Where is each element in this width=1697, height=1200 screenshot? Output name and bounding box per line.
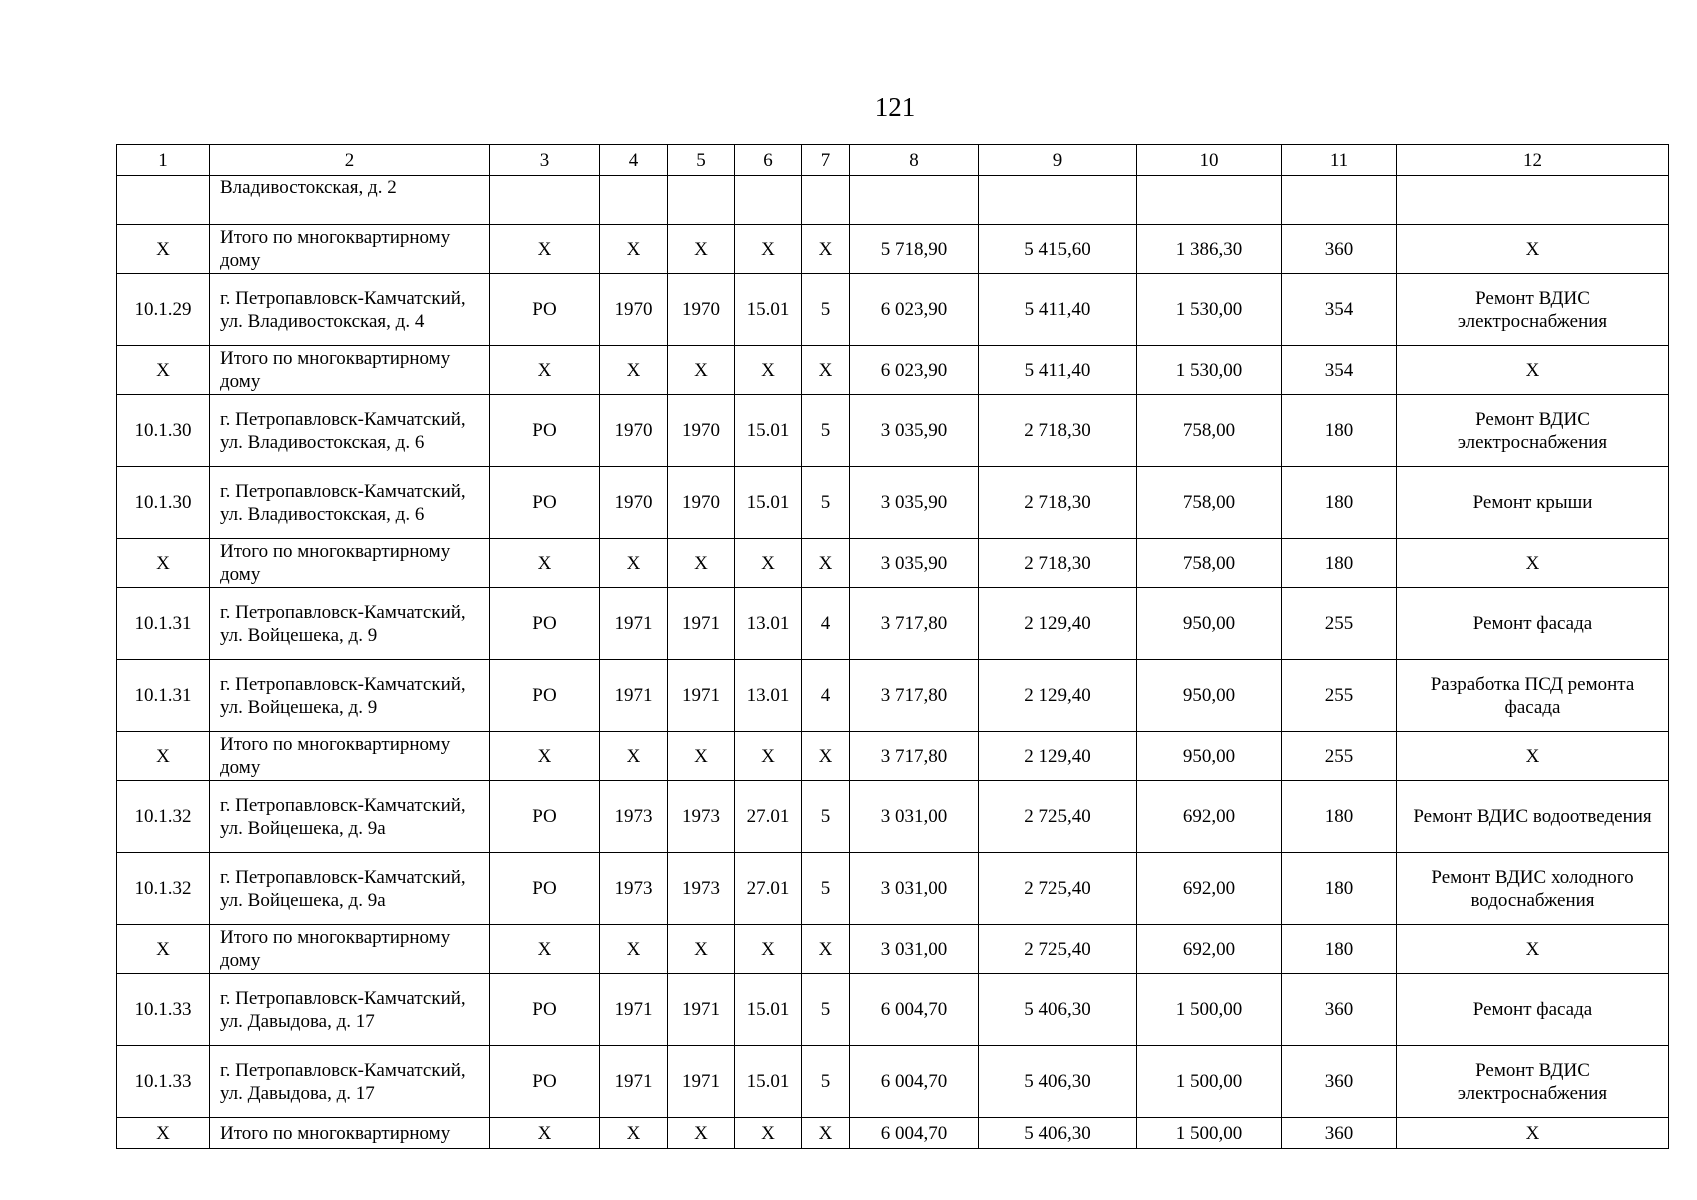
- cell-cost: 1 530,00: [1137, 346, 1282, 395]
- cell-row-number: [117, 176, 210, 225]
- total-row: [117, 925, 1669, 974]
- cell-cost: 758,00: [1137, 539, 1282, 588]
- cell-row-number: 10.1.29: [117, 274, 210, 346]
- cell-program-type: РО: [490, 853, 600, 925]
- header-cell-12: 12: [1397, 145, 1669, 176]
- header-cell-1: 1: [117, 145, 210, 176]
- cell-floors: X: [802, 225, 850, 274]
- cell-year-built: 1973: [600, 781, 668, 853]
- cell-address: г. Петропавловск-Камчатский, ул. Войцешека, д. 9: [210, 660, 490, 732]
- cell-floors: X: [802, 732, 850, 781]
- cell-cost: 692,00: [1137, 853, 1282, 925]
- cell-term: 354: [1282, 346, 1397, 395]
- cell-work-type: X: [1397, 732, 1669, 781]
- cell-term: 180: [1282, 853, 1397, 925]
- cell-living-area: 2 129,40: [979, 660, 1137, 732]
- table-row: [117, 395, 1669, 467]
- cell-living-area: 2 725,40: [979, 781, 1137, 853]
- cell-year-commissioned: X: [668, 732, 735, 781]
- cell-address: г. Петропавловск-Камчатский, ул. Владивостокская, д. 6: [210, 467, 490, 539]
- cell-year-commissioned: X: [668, 539, 735, 588]
- cell-row-number: X: [117, 346, 210, 395]
- cell-program-type: [490, 176, 600, 225]
- cell-year-built: X: [600, 732, 668, 781]
- cell-work-type: X: [1397, 539, 1669, 588]
- cell-year-commissioned: 1970: [668, 467, 735, 539]
- cell-year-built: 1970: [600, 274, 668, 346]
- cell-living-area: [979, 176, 1137, 225]
- cell-total-area: 3 035,90: [850, 395, 979, 467]
- cell-row-number: X: [117, 225, 210, 274]
- cell-floors: 5: [802, 974, 850, 1046]
- cell-living-area: 2 718,30: [979, 539, 1137, 588]
- cell-year-commissioned: 1973: [668, 781, 735, 853]
- cell-program-type: РО: [490, 588, 600, 660]
- cell-row-number: 10.1.31: [117, 588, 210, 660]
- cell-year-built: 1971: [600, 1046, 668, 1118]
- cell-year-commissioned: 1973: [668, 853, 735, 925]
- cell-year-commissioned: X: [668, 1118, 735, 1149]
- cell-row-number: 10.1.30: [117, 467, 210, 539]
- cell-cost: 1 500,00: [1137, 974, 1282, 1046]
- cell-cost: 950,00: [1137, 588, 1282, 660]
- cell-address: Итого по многоквартирному дому: [210, 225, 490, 274]
- cell-year-commissioned: [668, 176, 735, 225]
- cell-work-type: Ремонт ВДИС холодного водоснабжения: [1397, 853, 1669, 925]
- cell-total-area: 3 717,80: [850, 732, 979, 781]
- cell-total-area: 3 035,90: [850, 467, 979, 539]
- cell-total-area: 3 035,90: [850, 539, 979, 588]
- cell-series: X: [735, 225, 802, 274]
- cell-year-built: 1970: [600, 467, 668, 539]
- cell-address: г. Петропавловск-Камчатский, ул. Давыдова, д. 17: [210, 974, 490, 1046]
- total-row: [117, 539, 1669, 588]
- cell-program-type: X: [490, 925, 600, 974]
- cell-living-area: 5 411,40: [979, 346, 1137, 395]
- cell-work-type: X: [1397, 346, 1669, 395]
- cell-series: 15.01: [735, 1046, 802, 1118]
- cell-cost: 950,00: [1137, 732, 1282, 781]
- cell-program-type: РО: [490, 660, 600, 732]
- cell-address: г. Петропавловск-Камчатский, ул. Войцешека, д. 9: [210, 588, 490, 660]
- cell-work-type: Ремонт ВДИС электроснабжения: [1397, 1046, 1669, 1118]
- cell-cost: 692,00: [1137, 925, 1282, 974]
- cell-year-built: 1971: [600, 660, 668, 732]
- cell-year-built: X: [600, 346, 668, 395]
- cell-year-commissioned: 1971: [668, 974, 735, 1046]
- cell-program-type: X: [490, 225, 600, 274]
- cell-series: 15.01: [735, 395, 802, 467]
- cell-floors: 5: [802, 853, 850, 925]
- cell-total-area: 6 004,70: [850, 1118, 979, 1149]
- page-number: 121: [874, 92, 916, 122]
- table-row: [117, 588, 1669, 660]
- cell-term: 354: [1282, 274, 1397, 346]
- cell-term: 360: [1282, 1118, 1397, 1149]
- cell-living-area: 2 718,30: [979, 395, 1137, 467]
- cell-term: 360: [1282, 974, 1397, 1046]
- cell-series: 15.01: [735, 274, 802, 346]
- cell-series: 15.01: [735, 467, 802, 539]
- cell-row-number: 10.1.32: [117, 781, 210, 853]
- cell-total-area: 3 031,00: [850, 853, 979, 925]
- total-row: [117, 176, 1669, 225]
- total-row: [117, 225, 1669, 274]
- cell-total-area: 5 718,90: [850, 225, 979, 274]
- cell-floors: 5: [802, 395, 850, 467]
- cell-row-number: X: [117, 732, 210, 781]
- cell-work-type: Ремонт ВДИС электроснабжения: [1397, 395, 1669, 467]
- table-header-row: [117, 145, 1669, 176]
- cell-year-commissioned: X: [668, 925, 735, 974]
- table-row: [117, 467, 1669, 539]
- cell-term: 255: [1282, 732, 1397, 781]
- header-cell-8: 8: [850, 145, 979, 176]
- cell-year-built: 1971: [600, 588, 668, 660]
- cell-living-area: 5 411,40: [979, 274, 1137, 346]
- cell-work-type: X: [1397, 1118, 1669, 1149]
- cell-year-built: 1973: [600, 853, 668, 925]
- cell-address: Владивостокская, д. 2: [210, 176, 490, 225]
- cell-address: г. Петропавловск-Камчатский, ул. Войцешека, д. 9а: [210, 781, 490, 853]
- cell-address: Итого по многоквартирному дому: [210, 539, 490, 588]
- cell-term: 255: [1282, 588, 1397, 660]
- cell-year-commissioned: X: [668, 346, 735, 395]
- total-row: [117, 732, 1669, 781]
- cell-floors: 5: [802, 274, 850, 346]
- cell-floors: [802, 176, 850, 225]
- cell-floors: 5: [802, 1046, 850, 1118]
- cell-cost: 1 500,00: [1137, 1118, 1282, 1149]
- cell-series: X: [735, 1118, 802, 1149]
- cell-total-area: 6 023,90: [850, 346, 979, 395]
- cell-cost: [1137, 176, 1282, 225]
- cell-cost: 1 386,30: [1137, 225, 1282, 274]
- table-row: [117, 660, 1669, 732]
- cell-series: X: [735, 732, 802, 781]
- table-row: [117, 974, 1669, 1046]
- cell-term: 180: [1282, 781, 1397, 853]
- cell-cost: 1 530,00: [1137, 274, 1282, 346]
- cell-living-area: 2 725,40: [979, 853, 1137, 925]
- cell-row-number: X: [117, 539, 210, 588]
- cell-term: 180: [1282, 395, 1397, 467]
- cell-year-built: 1971: [600, 974, 668, 1046]
- cell-series: 13.01: [735, 588, 802, 660]
- cell-cost: 950,00: [1137, 660, 1282, 732]
- cell-address: Итого по многоквартирному дому: [210, 346, 490, 395]
- cell-cost: 1 500,00: [1137, 1046, 1282, 1118]
- cell-floors: 4: [802, 588, 850, 660]
- cell-floors: 4: [802, 660, 850, 732]
- cell-address: г. Петропавловск-Камчатский, ул. Владивостокская, д. 6: [210, 395, 490, 467]
- cell-term: 360: [1282, 225, 1397, 274]
- cell-cost: 758,00: [1137, 467, 1282, 539]
- cell-year-built: X: [600, 1118, 668, 1149]
- cell-address: Итого по многоквартирному: [210, 1118, 490, 1149]
- header-cell-10: 10: [1137, 145, 1282, 176]
- cell-year-built: X: [600, 925, 668, 974]
- cell-total-area: 3 717,80: [850, 588, 979, 660]
- cell-row-number: X: [117, 1118, 210, 1149]
- header-cell-11: 11: [1282, 145, 1397, 176]
- cell-row-number: X: [117, 925, 210, 974]
- cell-total-area: 6 004,70: [850, 1046, 979, 1118]
- header-cell-2: 2: [210, 145, 490, 176]
- cell-row-number: 10.1.33: [117, 1046, 210, 1118]
- cell-work-type: Ремонт фасада: [1397, 588, 1669, 660]
- cell-year-commissioned: X: [668, 225, 735, 274]
- cell-address: г. Петропавловск-Камчатский, ул. Владивостокская, д. 4: [210, 274, 490, 346]
- cell-series: X: [735, 346, 802, 395]
- cell-row-number: 10.1.33: [117, 974, 210, 1046]
- cell-term: [1282, 176, 1397, 225]
- cell-floors: 5: [802, 781, 850, 853]
- cell-cost: 692,00: [1137, 781, 1282, 853]
- cell-work-type: Ремонт фасада: [1397, 974, 1669, 1046]
- cell-living-area: 2 718,30: [979, 467, 1137, 539]
- cell-program-type: РО: [490, 467, 600, 539]
- cell-year-built: [600, 176, 668, 225]
- cell-address: г. Петропавловск-Камчатский, ул. Войцешека, д. 9а: [210, 853, 490, 925]
- cell-series: 27.01: [735, 781, 802, 853]
- cell-program-type: РО: [490, 274, 600, 346]
- cell-work-type: Разработка ПСД ремонта фасада: [1397, 660, 1669, 732]
- cell-program-type: РО: [490, 781, 600, 853]
- cell-work-type: Ремонт ВДИС электроснабжения: [1397, 274, 1669, 346]
- cell-term: 255: [1282, 660, 1397, 732]
- table-row: [117, 853, 1669, 925]
- cell-term: 180: [1282, 925, 1397, 974]
- cell-total-area: 3 031,00: [850, 781, 979, 853]
- cell-series: [735, 176, 802, 225]
- cell-year-built: X: [600, 225, 668, 274]
- cell-term: 180: [1282, 467, 1397, 539]
- cell-series: X: [735, 925, 802, 974]
- cell-year-commissioned: 1971: [668, 660, 735, 732]
- header-cell-6: 6: [735, 145, 802, 176]
- header-cell-3: 3: [490, 145, 600, 176]
- cell-living-area: 5 415,60: [979, 225, 1137, 274]
- total-row: [117, 346, 1669, 395]
- cell-series: X: [735, 539, 802, 588]
- cell-work-type: [1397, 176, 1669, 225]
- cell-program-type: X: [490, 1118, 600, 1149]
- cell-address: Итого по многоквартирному дому: [210, 925, 490, 974]
- cell-work-type: Ремонт крыши: [1397, 467, 1669, 539]
- table-row: [117, 781, 1669, 853]
- cell-program-type: X: [490, 346, 600, 395]
- cell-row-number: 10.1.32: [117, 853, 210, 925]
- table-row: [117, 1046, 1669, 1118]
- header-cell-9: 9: [979, 145, 1137, 176]
- cell-floors: X: [802, 1118, 850, 1149]
- cell-year-commissioned: 1970: [668, 395, 735, 467]
- cell-living-area: 2 129,40: [979, 588, 1137, 660]
- header-cell-4: 4: [600, 145, 668, 176]
- cell-year-built: 1970: [600, 395, 668, 467]
- cell-row-number: 10.1.30: [117, 395, 210, 467]
- cell-total-area: 6 023,90: [850, 274, 979, 346]
- cell-work-type: X: [1397, 225, 1669, 274]
- table-row: [117, 274, 1669, 346]
- repair-program-table: [116, 144, 1669, 1149]
- cell-floors: X: [802, 539, 850, 588]
- cell-floors: 5: [802, 467, 850, 539]
- cell-term: 180: [1282, 539, 1397, 588]
- cell-total-area: 3 717,80: [850, 660, 979, 732]
- cell-program-type: РО: [490, 974, 600, 1046]
- cell-living-area: 2 129,40: [979, 732, 1137, 781]
- header-cell-5: 5: [668, 145, 735, 176]
- cell-program-type: РО: [490, 395, 600, 467]
- cell-address: Итого по многоквартирному дому: [210, 732, 490, 781]
- cell-living-area: 5 406,30: [979, 1046, 1137, 1118]
- cell-program-type: РО: [490, 1046, 600, 1118]
- header-cell-7: 7: [802, 145, 850, 176]
- cell-address: г. Петропавловск-Камчатский, ул. Давыдова, д. 17: [210, 1046, 490, 1118]
- cell-row-number: 10.1.31: [117, 660, 210, 732]
- cell-term: 360: [1282, 1046, 1397, 1118]
- cell-total-area: 6 004,70: [850, 974, 979, 1046]
- cell-series: 13.01: [735, 660, 802, 732]
- cell-series: 15.01: [735, 974, 802, 1046]
- cell-year-commissioned: 1970: [668, 274, 735, 346]
- cell-year-commissioned: 1971: [668, 1046, 735, 1118]
- cell-total-area: [850, 176, 979, 225]
- cell-floors: X: [802, 925, 850, 974]
- cell-living-area: 2 725,40: [979, 925, 1137, 974]
- cell-living-area: 5 406,30: [979, 974, 1137, 1046]
- cell-floors: X: [802, 346, 850, 395]
- cell-cost: 758,00: [1137, 395, 1282, 467]
- cell-program-type: X: [490, 732, 600, 781]
- total-row: [117, 1118, 1669, 1149]
- cell-program-type: X: [490, 539, 600, 588]
- cell-work-type: X: [1397, 925, 1669, 974]
- cell-work-type: Ремонт ВДИС водоотведения: [1397, 781, 1669, 853]
- cell-living-area: 5 406,30: [979, 1118, 1137, 1149]
- cell-year-commissioned: 1971: [668, 588, 735, 660]
- cell-total-area: 3 031,00: [850, 925, 979, 974]
- cell-year-built: X: [600, 539, 668, 588]
- cell-series: 27.01: [735, 853, 802, 925]
